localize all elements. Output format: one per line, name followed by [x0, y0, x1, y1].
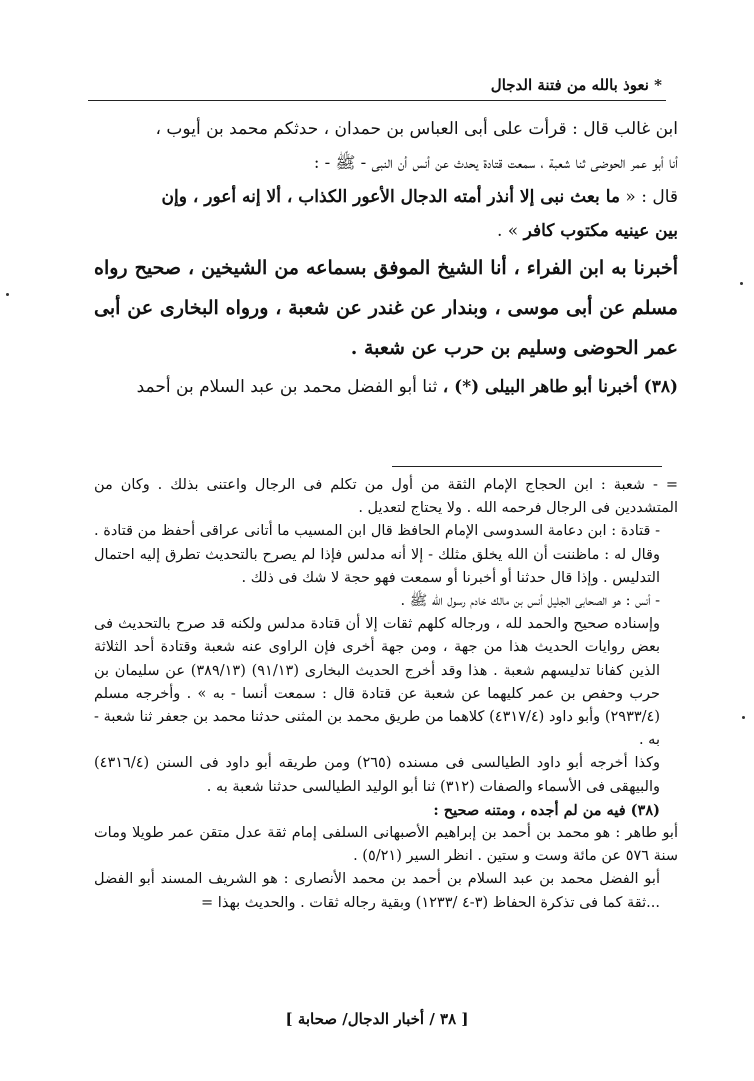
- footnote-tayalisi: وكذا أخرجه أبو داود الطيالسى فى مسنده (٢٦٥) ومن طريقه أبو داود فى السنن (٤٣١٦/٤) والبيهقى فى الأسماء والصفات (٣١٢) ثنا أبو الوليد الطيالسى حدثنا شعبة به .: [94, 755, 660, 795]
- main-text: [94, 112, 678, 404]
- main-line-3: [94, 180, 678, 214]
- takhrij-paragraph: أخبرنا به ابن الفراء ، أنا الشيخ الموفق بسماعه من الشيخين ، صحيح رواه مسلم عن أبى موسى ، وبندار عن غندر عن شعبة ، ورواه البخارى عن أبى عمر الحوضى وسليم بن حرب عن شعبة .: [94, 257, 678, 359]
- main-line-4: [94, 214, 678, 248]
- hadith-38-chain: ثنا أبو الفضل محمد بن عبد السلام بن أحمد: [136, 377, 443, 397]
- margin-speck: [6, 293, 9, 296]
- main-line-2: أنا أبو عمر الحوضى ثنا شعبة ، سمعت قتادة يحدث عن أنس أن النبى - ﷺ - :: [313, 153, 678, 172]
- margin-speck: [742, 716, 745, 719]
- footnote-separator: [392, 466, 662, 467]
- footnote-abu-fadl: أبو الفضل محمد بن عبد السلام بن أحمد بن محمد الأنصارى : هو الشريف المسند أبو الفضل ...ثقة كما فى تذكرة الحفاظ (٣-٤ /١٢٣٣) وبقية رجاله ثقات . والحديث بهذا =: [94, 871, 660, 911]
- hadith-38-isnad: [94, 370, 678, 404]
- footnotes: [94, 474, 678, 915]
- hadith-text-end: بين عينيه مكتوب كافر: [523, 221, 678, 241]
- footnote-qatada: - قتادة : ابن دعامة السدوسى الإمام الحافظ قال ابن المسيب ما أتانى عراقى أحفظ من قتادة . وقال له : ماظننت أن الله يخلق مثلك - إلا أنه مدلس فإذا لم يصرح بالتحديث تطرق إليه احتمال التدليس . وإذا قال حدثنا أو أخبرنا أو سمعت فهو حجة لا شك فى ذلك .: [94, 523, 660, 586]
- footnote-shuba: = - شعبة : ابن الحجاج الإمام الثقة من أول من تكلم فى الرجال واعتنى بذلك . وكان من المتشددين فى الرجال فرحمه الله . ولا يحتاج لتعديل .: [94, 477, 678, 517]
- quote-end: » .: [496, 221, 524, 241]
- margin-speck: [740, 282, 743, 285]
- running-header: * نعوذ بالله من فتنة الدجال: [490, 76, 662, 94]
- footnote-abu-tahir: أبو طاهر : هو محمد بن أحمد بن إبراهيم الأصبهانى السلفى إمام ثقة عدل متقن عمر طويلا ومات سنة ٥٧٦ عن مائة وست و ستين . انظر السير (٥/٢١) .: [94, 825, 678, 865]
- header-rule: [88, 100, 666, 101]
- page-footer: [ ٣٨ / أخبار الدجال/ صحابة ]: [285, 1010, 469, 1028]
- footnote-isnad-grading: وإسناده صحيح والحمد لله ، ورجاله كلهم ثقات إلا أن قتادة مدلس ولكنه قد صرح بالتحديث فى بعض روايات الحديث هذا من جهة ، ومن جهة أخرى فإن الراوى عنه شعبة وقتادة أحد الثلاثة الذين كفانا تدليسهم شعبة . هذا وقد أخرج الحديث البخارى (٩١/١٣) (٣٨٩/١٣) عن سليمان بن حرب وحفص بن عمر كليهما عن شعبة عن قتادة قال : سمعت أنسا - به » . وأخرجه مسلم (٢٩٣٣/٤) وأبو داود (٤٣١٧/٤) كلاهما من طريق محمد بن المثنى حدثنا محمد بن جعفر ثنا شعبة - به .: [94, 616, 660, 749]
- hadith-text: ما بعث نبى إلا أنذر أمته الدجال الأعور الكذاب ، ألا إنه أعور ، وإن: [161, 187, 620, 207]
- quote-intro: قال : «: [620, 187, 678, 207]
- footnote-38-heading: (٣٨) فيه من لم أجده ، ومتنه صحيح :: [433, 801, 660, 819]
- footnote-anas: - أنس : هو الصحابى الجليل أنس بن مالك خادم رسول الله ﷺ .: [400, 593, 660, 610]
- hadith-38-number: (٣٨) أخبرنا أبو طاهر البيلى (*) ،: [442, 377, 678, 397]
- main-line-1: ابن غالب قال : قرأت على أبى العباس بن حمدان ، حدثكم محمد بن أيوب ،: [155, 119, 678, 139]
